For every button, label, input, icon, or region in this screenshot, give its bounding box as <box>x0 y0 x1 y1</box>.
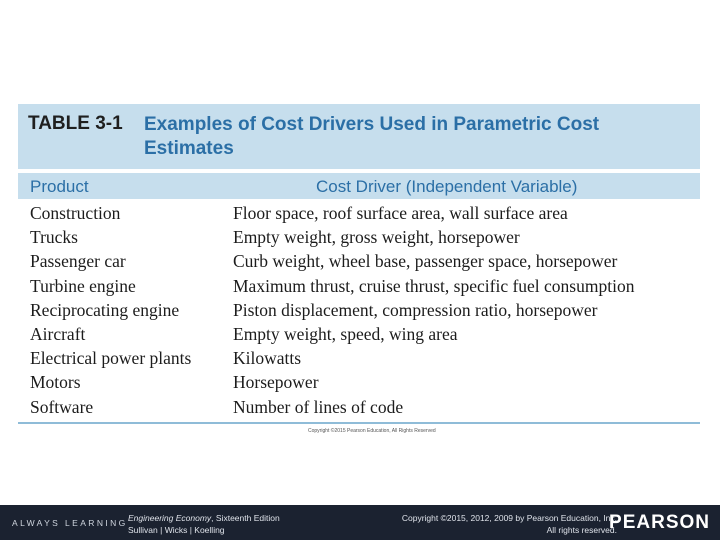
table-title: Examples of Cost Drivers Used in Parametric Cost Estimates <box>144 114 600 159</box>
table-bottom-rule <box>18 422 700 424</box>
table-row <box>18 396 700 420</box>
table-body <box>18 199 700 420</box>
copyright-line-1: Copyright ©2015, 2012, 2009 by Pearson Education, Inc. <box>401 513 617 523</box>
table-row <box>18 275 700 299</box>
table-row <box>18 323 700 347</box>
driver-cell: Floor space, roof surface area, wall surface area <box>233 203 568 223</box>
table-label: TABLE 3-1 <box>28 113 123 134</box>
driver-cell: Kilowatts <box>233 348 302 369</box>
book-authors: Sullivan | Wicks | Koelling <box>128 525 225 535</box>
driver-cell: Horsepower <box>233 372 319 393</box>
table-row <box>18 299 700 323</box>
table-header-row <box>18 173 700 199</box>
footer-bar <box>0 505 720 540</box>
cost-driver-table <box>18 104 700 434</box>
table-row <box>18 226 700 250</box>
header-product: Product <box>30 177 89 196</box>
product-cell: Electrical power plants <box>30 348 192 369</box>
table-copyright: Copyright ©2015 Pearson Education, All Rights Reserved <box>308 428 436 434</box>
footer-copyright <box>402 512 617 536</box>
product-cell: Software <box>30 396 94 417</box>
product-cell: Trucks <box>30 227 78 248</box>
book-title: Engineering Economy <box>128 513 212 523</box>
table-title-bar <box>18 104 700 169</box>
driver-cell: Piston displacement, compression ratio, horsepower <box>233 299 598 320</box>
book-edition: , Sixteenth Edition <box>211 513 280 523</box>
table-row <box>18 202 700 226</box>
driver-cell: Number of lines of code <box>233 396 404 417</box>
driver-cell: Empty weight, speed, wing area <box>233 323 458 344</box>
brand-tagline: ALWAYS LEARNING <box>12 518 128 528</box>
driver-cell: Curb weight, wheel base, passenger space, horsepower <box>233 251 618 272</box>
table-row <box>18 347 700 371</box>
pearson-logo: PEARSON <box>609 512 710 533</box>
table-row <box>18 371 700 395</box>
product-cell: Reciprocating engine <box>30 299 180 320</box>
driver-cell: Empty weight, gross weight, horsepower <box>233 227 520 248</box>
product-cell: Aircraft <box>30 323 86 344</box>
product-cell: Passenger car <box>30 251 126 272</box>
product-cell: Construction <box>30 203 121 223</box>
header-cost-driver: Cost Driver (Independent Variable) <box>316 177 578 196</box>
book-info <box>128 512 280 536</box>
table-row <box>18 250 700 274</box>
driver-cell: Maximum thrust, cruise thrust, specific fuel consumption <box>233 275 635 296</box>
product-cell: Motors <box>30 372 81 393</box>
product-cell: Turbine engine <box>30 275 136 296</box>
copyright-line-2: All rights reserved. <box>546 525 617 535</box>
